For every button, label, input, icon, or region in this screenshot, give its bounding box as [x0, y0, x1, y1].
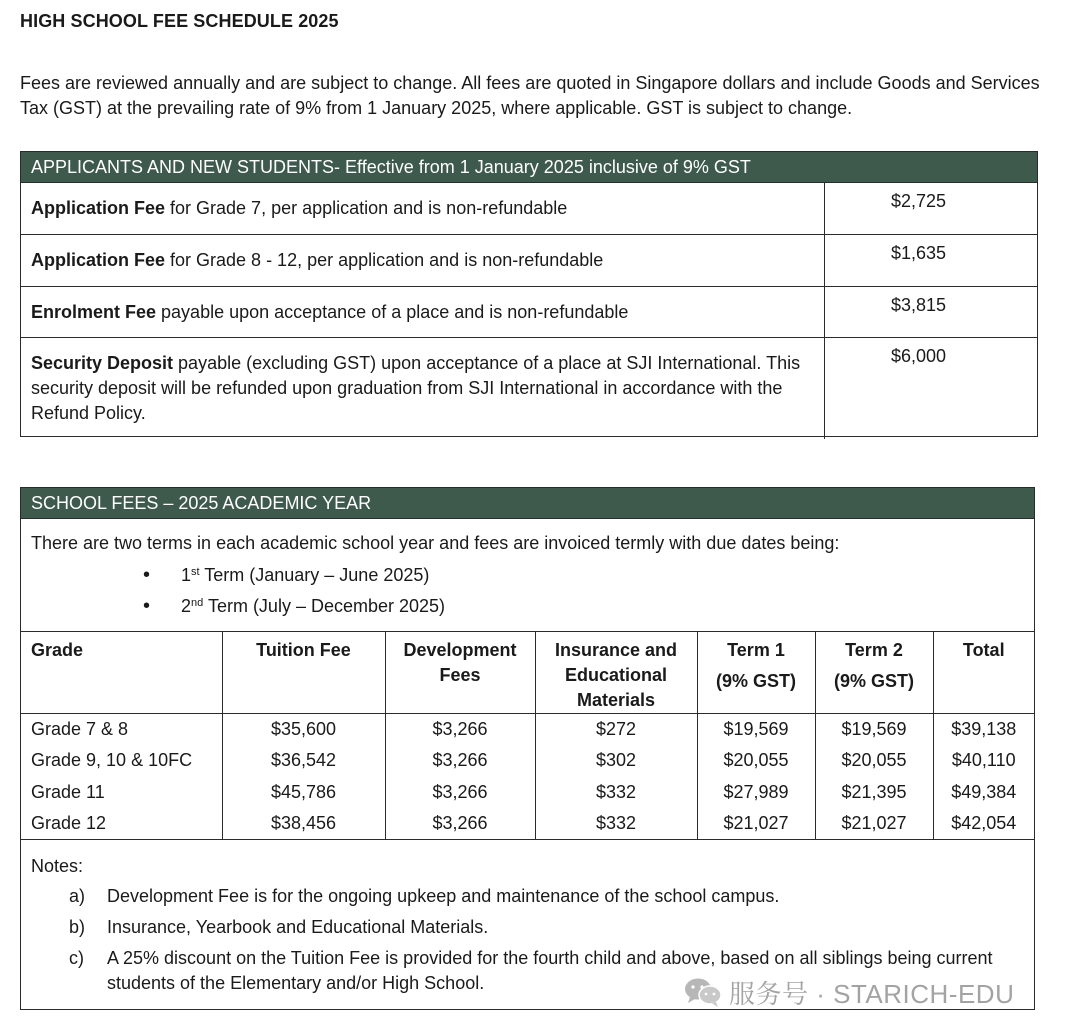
table-row [21, 235, 1037, 287]
cell-term2: $19,569 [815, 714, 933, 746]
cell-tuition: $36,542 [222, 745, 385, 777]
table-row [21, 287, 1037, 338]
watermark-text: 服务号 · STARICH-EDU [729, 978, 1015, 1009]
cell-development: $3,266 [385, 714, 535, 746]
cell-term2: $21,027 [815, 808, 933, 840]
list-item: b) Insurance, Yearbook and Educational Materials. [69, 917, 489, 937]
cell-tuition: $38,456 [222, 808, 385, 840]
intro-paragraph: Fees are reviewed annually and are subject to change. All fees are quoted in Singapore dollars and include Goods and Services Tax (GST) at the prevailing rate of 9% from 1 January 2025, where applicable. GST is subject to change. [20, 73, 1040, 118]
cell-insurance: $332 [535, 777, 697, 809]
fee-label: Application Fee [31, 198, 166, 218]
fee-detail: payable upon acceptance of a place and is non-refundable [156, 302, 629, 322]
fee-amount: $1,635 [891, 243, 947, 263]
column-header-development: Development Fees [385, 632, 535, 714]
cell-term1: $19,569 [697, 714, 815, 746]
watermark [683, 974, 1014, 1010]
cell-grade: Grade 7 & 8 [21, 714, 222, 746]
table-row [21, 338, 1037, 439]
fee-label: Security Deposit [31, 353, 174, 373]
cell-grade: Grade 9, 10 & 10FC [21, 745, 222, 777]
cell-insurance: $332 [535, 808, 697, 840]
applicants-table [20, 151, 1038, 437]
table-row [21, 777, 1034, 809]
fee-description [21, 338, 825, 439]
column-header-tuition: Tuition Fee [222, 632, 385, 714]
column-header-grade: Grade [21, 632, 222, 714]
list-item: c) A 25% discount on the Tuition Fee is provided for the fourth child and above, based on all siblings being current students of the Elementary and/or High School. [69, 948, 993, 993]
table-row [21, 808, 1034, 840]
school-fees-header: SCHOOL FEES – 2025 ACADEMIC YEAR [21, 488, 1034, 519]
cell-total: $42,054 [951, 813, 1017, 833]
applicants-header: APPLICANTS AND NEW STUDENTS- Effective from 1 January 2025 inclusive of 9% GST [21, 152, 1037, 183]
school-fees-table [20, 487, 1035, 1010]
table-row [21, 745, 1034, 777]
cell-term2: $20,055 [815, 745, 933, 777]
cell-development: $3,266 [385, 777, 535, 809]
fee-amount: $6,000 [891, 346, 947, 366]
fee-detail: for Grade 8 - 12, per application and is non-refundable [165, 250, 604, 270]
cell-grade: Grade 11 [21, 777, 222, 809]
table-row [21, 183, 1037, 235]
fee-label: Enrolment Fee [31, 302, 157, 322]
page-title: HIGH SCHOOL FEE SCHEDULE 2025 [20, 11, 339, 31]
fee-description [21, 287, 825, 337]
cell-development: $3,266 [385, 745, 535, 777]
cell-tuition: $35,600 [222, 714, 385, 746]
list-item: • 2nd Term (July – December 2025) [31, 591, 1024, 622]
column-header-insurance: Insurance and Educational Materials [535, 632, 697, 714]
table-row [21, 714, 1034, 746]
cell-development: $3,266 [385, 808, 535, 840]
cell-term1: $20,055 [697, 745, 815, 777]
cell-insurance: $272 [535, 714, 697, 746]
cell-term1: $27,989 [697, 777, 815, 809]
fee-detail: for Grade 7, per application and is non-refundable [165, 198, 568, 218]
cell-tuition: $45,786 [222, 777, 385, 809]
terms-intro-text: There are two terms in each academic school year and fees are invoiced termly with due dates being: [31, 533, 840, 553]
fee-description [21, 183, 825, 234]
column-header-term1: Term 1 (9% GST) [697, 632, 815, 714]
cell-total: $39,138 [951, 719, 1017, 739]
notes-title: Notes: [31, 856, 84, 876]
fee-amount: $3,815 [891, 295, 947, 315]
fee-description [21, 235, 825, 286]
fee-detail: payable (excluding GST) upon acceptance of a place at SJI International. This security deposit will be refunded upon graduation from SJI International in accordance with the Refund Policy. [31, 353, 801, 423]
cell-insurance: $302 [535, 745, 697, 777]
list-item: • 1st Term (January – June 2025) [31, 560, 1024, 591]
cell-term1: $21,027 [697, 808, 815, 840]
list-item: a) Development Fee is for the ongoing upkeep and maintenance of the school campus. [69, 886, 780, 906]
table-header-row [21, 632, 1034, 714]
cell-total: $40,110 [951, 750, 1016, 771]
terms-section [21, 519, 1034, 632]
cell-total: $49,384 [951, 781, 1017, 802]
fee-label: Application Fee [31, 250, 166, 270]
cell-grade: Grade 12 [21, 808, 222, 840]
cell-term2: $21,395 [815, 777, 933, 809]
column-header-total: Total [962, 640, 1005, 660]
fee-grid [21, 632, 1034, 840]
fee-amount: $2,725 [891, 191, 947, 211]
column-header-term2: Term 2 (9% GST) [815, 632, 933, 714]
terms-list [31, 560, 1024, 622]
wechat-icon [683, 976, 723, 1008]
